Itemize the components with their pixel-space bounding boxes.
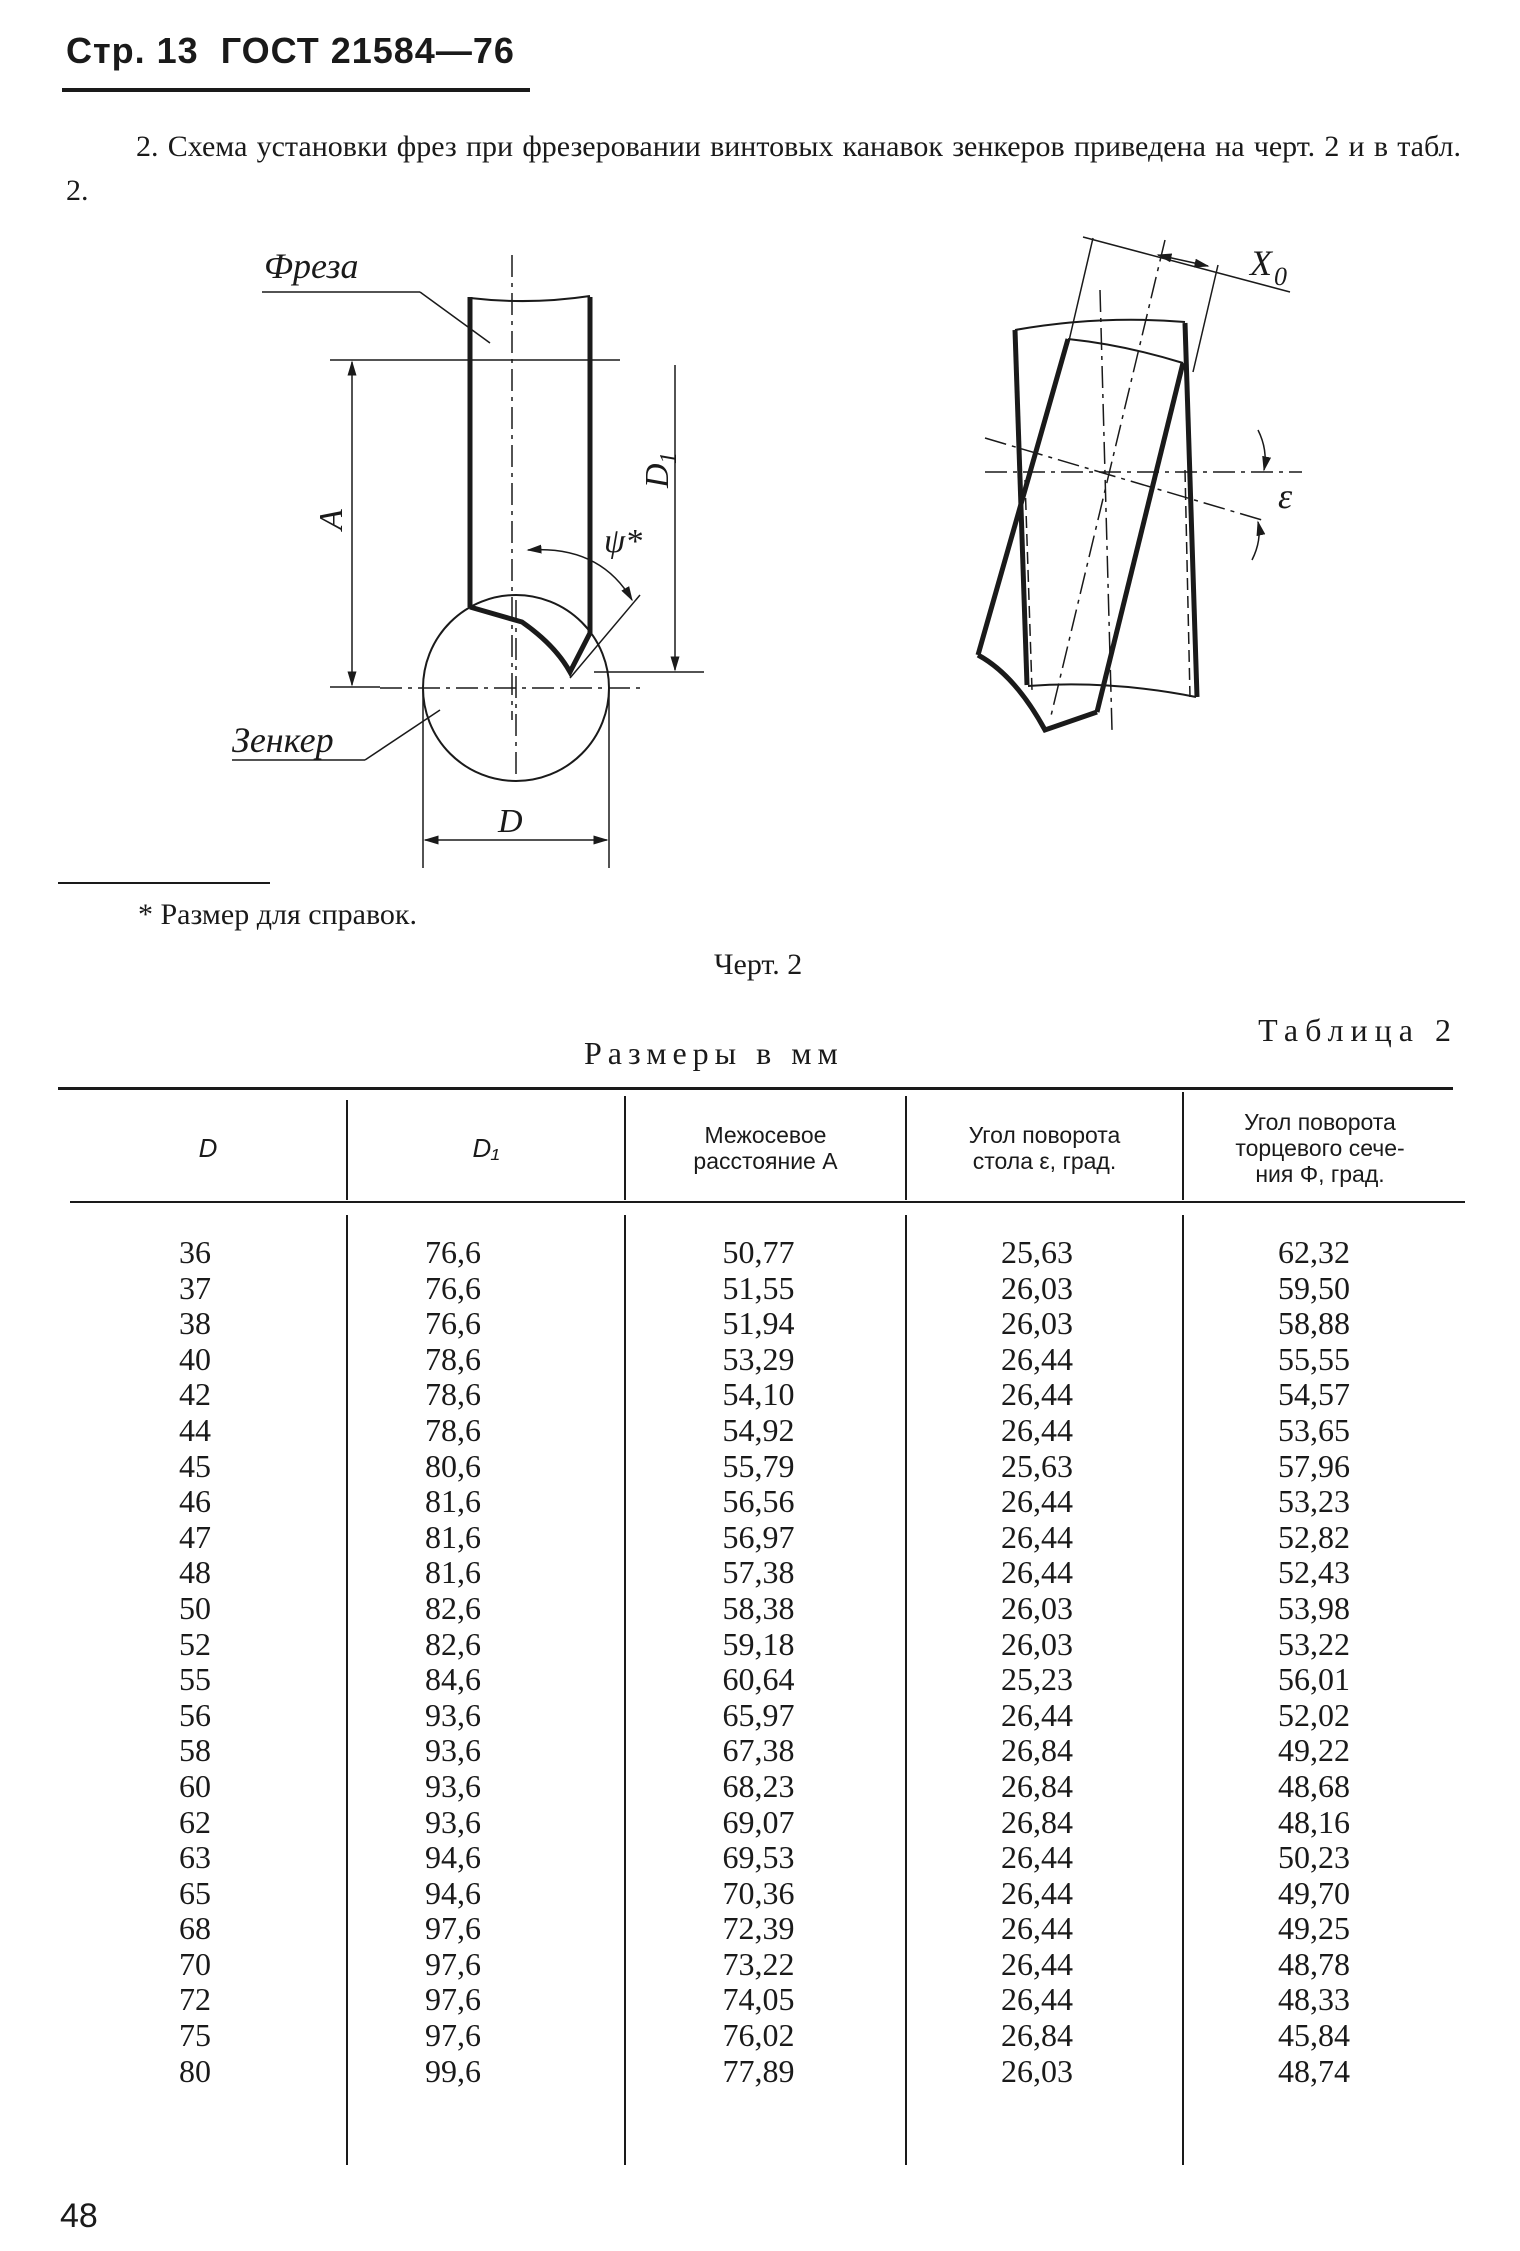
- cell-d1: 94,6: [425, 1874, 481, 1911]
- cell-a: 76,02: [722, 2017, 795, 2054]
- cell-a: 54,92: [722, 1411, 795, 1448]
- cell-eps: 26,84: [1001, 1732, 1073, 1769]
- cell-eps: 26,03: [1001, 1305, 1073, 1342]
- cell-d1: 94,6: [425, 1839, 481, 1876]
- cell-a: 54,10: [722, 1376, 795, 1413]
- cell-eps: 26,84: [1001, 1803, 1073, 1840]
- footnote: * Размер для справок.: [138, 898, 417, 931]
- cell-a: 73,22: [722, 1945, 795, 1982]
- dim-a-label: A: [313, 509, 350, 530]
- cell-phi: 45,84: [1278, 2017, 1350, 2054]
- cell-a: 55,79: [722, 1447, 795, 1484]
- cell-phi: 48,68: [1278, 1767, 1350, 1804]
- cell-eps: 25,23: [1001, 1661, 1073, 1698]
- cell-phi: 52,43: [1278, 1554, 1350, 1591]
- cell-phi: 48,74: [1278, 2052, 1350, 2089]
- cell-phi: 59,50: [1278, 1269, 1350, 1306]
- epsilon-label: ε: [1278, 476, 1293, 516]
- cell-d: 65: [179, 1874, 211, 1911]
- cell-a: 53,29: [722, 1340, 795, 1377]
- cell-d: 52: [179, 1625, 211, 1662]
- cell-d: 75: [179, 2017, 211, 2054]
- cell-d: 60: [179, 1767, 211, 1804]
- cell-a: 65,97: [722, 1696, 795, 1733]
- cell-phi: 52,02: [1278, 1696, 1350, 1733]
- cell-d1: 76,6: [425, 1234, 481, 1270]
- cell-eps: 25,63: [1001, 1447, 1073, 1484]
- cell-a: 58,38: [722, 1589, 795, 1626]
- table-header-rule: [70, 1201, 1465, 1203]
- cell-d1: 84,6: [425, 1661, 481, 1698]
- cell-a: 51,94: [722, 1305, 795, 1342]
- cell-d1: 78,6: [425, 1411, 481, 1448]
- intro-paragraph: 2. Схема установки фрез при фрезеровании винтовых канавок зенкеров приведена на черт. 2 и в табл. 2.: [66, 130, 1461, 207]
- cell-d1: 76,6: [425, 1269, 481, 1306]
- cell-d: 72: [179, 1981, 211, 2018]
- cell-d1: 76,6: [425, 1305, 481, 1342]
- cell-a: 56,56: [722, 1483, 795, 1520]
- cell-phi: 49,22: [1278, 1732, 1350, 1769]
- cell-d1: 93,6: [425, 1732, 481, 1769]
- cell-phi: 54,57: [1278, 1376, 1350, 1413]
- cell-d: 38: [179, 1305, 211, 1342]
- header-d1: D₁: [472, 1133, 500, 1163]
- cell-d: 37: [179, 1269, 211, 1306]
- left-view-labels: [232, 246, 682, 840]
- cell-eps: 26,03: [1001, 1589, 1073, 1626]
- cell-a: 51,55: [722, 1269, 795, 1306]
- svg-text:X: X: [1250, 243, 1272, 283]
- countersink-label: Зенкер: [232, 720, 334, 760]
- cell-d: 40: [179, 1340, 211, 1377]
- cell-d: 55: [179, 1661, 211, 1698]
- cell-a: 67,38: [722, 1732, 795, 1769]
- cell-d1: 80,6: [425, 1447, 481, 1484]
- svg-text:D: D: [639, 463, 676, 488]
- cell-phi: 48,16: [1278, 1803, 1350, 1840]
- cell-d1: 97,6: [425, 1910, 481, 1947]
- cell-eps: 26,44: [1001, 1839, 1073, 1876]
- cell-eps: 26,44: [1001, 1376, 1073, 1413]
- cell-d1: 97,6: [425, 1945, 481, 1982]
- dim-d1-label: [639, 452, 682, 489]
- cell-eps: 26,84: [1001, 1767, 1073, 1804]
- header-d: D: [198, 1133, 218, 1163]
- cell-eps: 26,44: [1001, 1981, 1073, 2018]
- cell-d1: 81,6: [425, 1483, 481, 1520]
- cell-phi: 48,33: [1278, 1981, 1350, 2018]
- cell-phi: 53,22: [1278, 1625, 1350, 1662]
- cell-eps: 26,44: [1001, 1910, 1073, 1947]
- cell-phi: 58,88: [1278, 1305, 1350, 1342]
- cell-eps: 26,03: [1001, 1269, 1073, 1306]
- table-units: Размеры в мм: [584, 1035, 844, 1071]
- right-view-labels: [1248, 243, 1293, 516]
- cell-d: 58: [179, 1732, 211, 1769]
- table-label: Таблица 2: [1258, 1012, 1458, 1048]
- page-number: 48: [60, 2197, 98, 2235]
- cell-a: 74,05: [722, 1981, 795, 2018]
- cell-a: 69,53: [722, 1839, 795, 1876]
- cell-d1: 99,6: [425, 2052, 481, 2089]
- cell-eps: 25,63: [1001, 1234, 1073, 1270]
- cell-phi: 48,78: [1278, 1945, 1350, 1982]
- cell-eps: 26,44: [1001, 1483, 1073, 1520]
- cell-d1: 78,6: [425, 1376, 481, 1413]
- cell-a: 70,36: [722, 1874, 795, 1911]
- header-a: Межосевое расстояние A: [693, 1122, 838, 1174]
- cell-d1: 93,6: [425, 1803, 481, 1840]
- cell-d: 48: [179, 1554, 211, 1591]
- cell-d: 68: [179, 1910, 211, 1947]
- cell-a: 60,64: [722, 1661, 795, 1698]
- header-eps: Угол поворота стола ε, град.: [968, 1122, 1121, 1174]
- cell-eps: 26,44: [1001, 1340, 1073, 1377]
- cell-d1: 93,6: [425, 1696, 481, 1733]
- cell-d: 70: [179, 1945, 211, 1982]
- cell-d: 44: [179, 1411, 211, 1448]
- cell-phi: 49,25: [1278, 1910, 1350, 1947]
- cell-d1: 97,6: [425, 2017, 481, 2054]
- cell-a: 77,89: [722, 2052, 795, 2089]
- cell-eps: 26,44: [1001, 1411, 1073, 1448]
- cell-phi: 49,70: [1278, 1874, 1350, 1911]
- cell-phi: 57,96: [1278, 1447, 1350, 1484]
- header-phi: Угол поворота торцевого сече- ния Φ, град.: [1235, 1109, 1405, 1187]
- cell-phi: 56,01: [1278, 1661, 1350, 1698]
- cell-d1: 82,6: [425, 1589, 481, 1626]
- cell-phi: 53,23: [1278, 1483, 1350, 1520]
- cell-d: 36: [179, 1234, 211, 1270]
- standard-number: ГОСТ 21584—76: [220, 30, 515, 71]
- dim-d-label: D: [498, 803, 523, 840]
- cell-eps: 26,03: [1001, 1625, 1073, 1662]
- figure-caption: Черт. 2: [714, 948, 803, 981]
- cell-d1: 78,6: [425, 1340, 481, 1377]
- table-top-rule: [58, 1087, 1453, 1090]
- cell-d: 46: [179, 1483, 211, 1520]
- svg-text:1: 1: [656, 452, 682, 464]
- cell-d1: 81,6: [425, 1518, 481, 1555]
- cell-a: 57,38: [722, 1554, 795, 1591]
- svg-text:0: 0: [1274, 262, 1287, 291]
- cell-a: 72,39: [722, 1910, 795, 1947]
- cell-eps: 26,03: [1001, 2052, 1073, 2089]
- cell-d: 45: [179, 1447, 211, 1484]
- cell-d: 80: [179, 2052, 211, 2089]
- cell-d: 62: [179, 1803, 211, 1840]
- cell-phi: 53,98: [1278, 1589, 1350, 1626]
- cell-eps: 26,44: [1001, 1554, 1073, 1591]
- figure-drawing-2: [0, 0, 1520, 880]
- cell-eps: 26,84: [1001, 2017, 1073, 2054]
- left-view: [232, 255, 704, 868]
- cell-eps: 26,44: [1001, 1945, 1073, 1982]
- cell-a: 56,97: [722, 1518, 795, 1555]
- cell-a: 68,23: [722, 1767, 795, 1804]
- cell-phi: 62,32: [1278, 1234, 1350, 1270]
- cell-phi: 50,23: [1278, 1839, 1350, 1876]
- cell-eps: 26,44: [1001, 1696, 1073, 1733]
- cell-eps: 26,44: [1001, 1518, 1073, 1555]
- cell-d1: 81,6: [425, 1554, 481, 1591]
- cell-d1: 93,6: [425, 1767, 481, 1804]
- cell-a: 50,77: [722, 1234, 795, 1270]
- page-ref: Стр. 13: [66, 30, 199, 71]
- x0-label: [1248, 243, 1287, 291]
- cell-d: 42: [179, 1376, 211, 1413]
- cell-d: 63: [179, 1839, 211, 1876]
- cell-phi: 53,65: [1278, 1411, 1350, 1448]
- psi-label: ψ*: [604, 523, 643, 560]
- right-view: [978, 237, 1302, 730]
- cell-d1: 97,6: [425, 1981, 481, 2018]
- cell-phi: 55,55: [1278, 1340, 1350, 1377]
- cell-d: 50: [179, 1589, 211, 1626]
- cell-eps: 26,44: [1001, 1874, 1073, 1911]
- cell-d: 47: [179, 1518, 211, 1555]
- cell-a: 59,18: [722, 1625, 795, 1662]
- cell-phi: 52,82: [1278, 1518, 1350, 1555]
- cell-d1: 82,6: [425, 1625, 481, 1662]
- footnote-rule: [58, 882, 270, 884]
- cell-d: 56: [179, 1696, 211, 1733]
- cutter-label: Фреза: [264, 246, 359, 286]
- cell-a: 69,07: [722, 1803, 795, 1840]
